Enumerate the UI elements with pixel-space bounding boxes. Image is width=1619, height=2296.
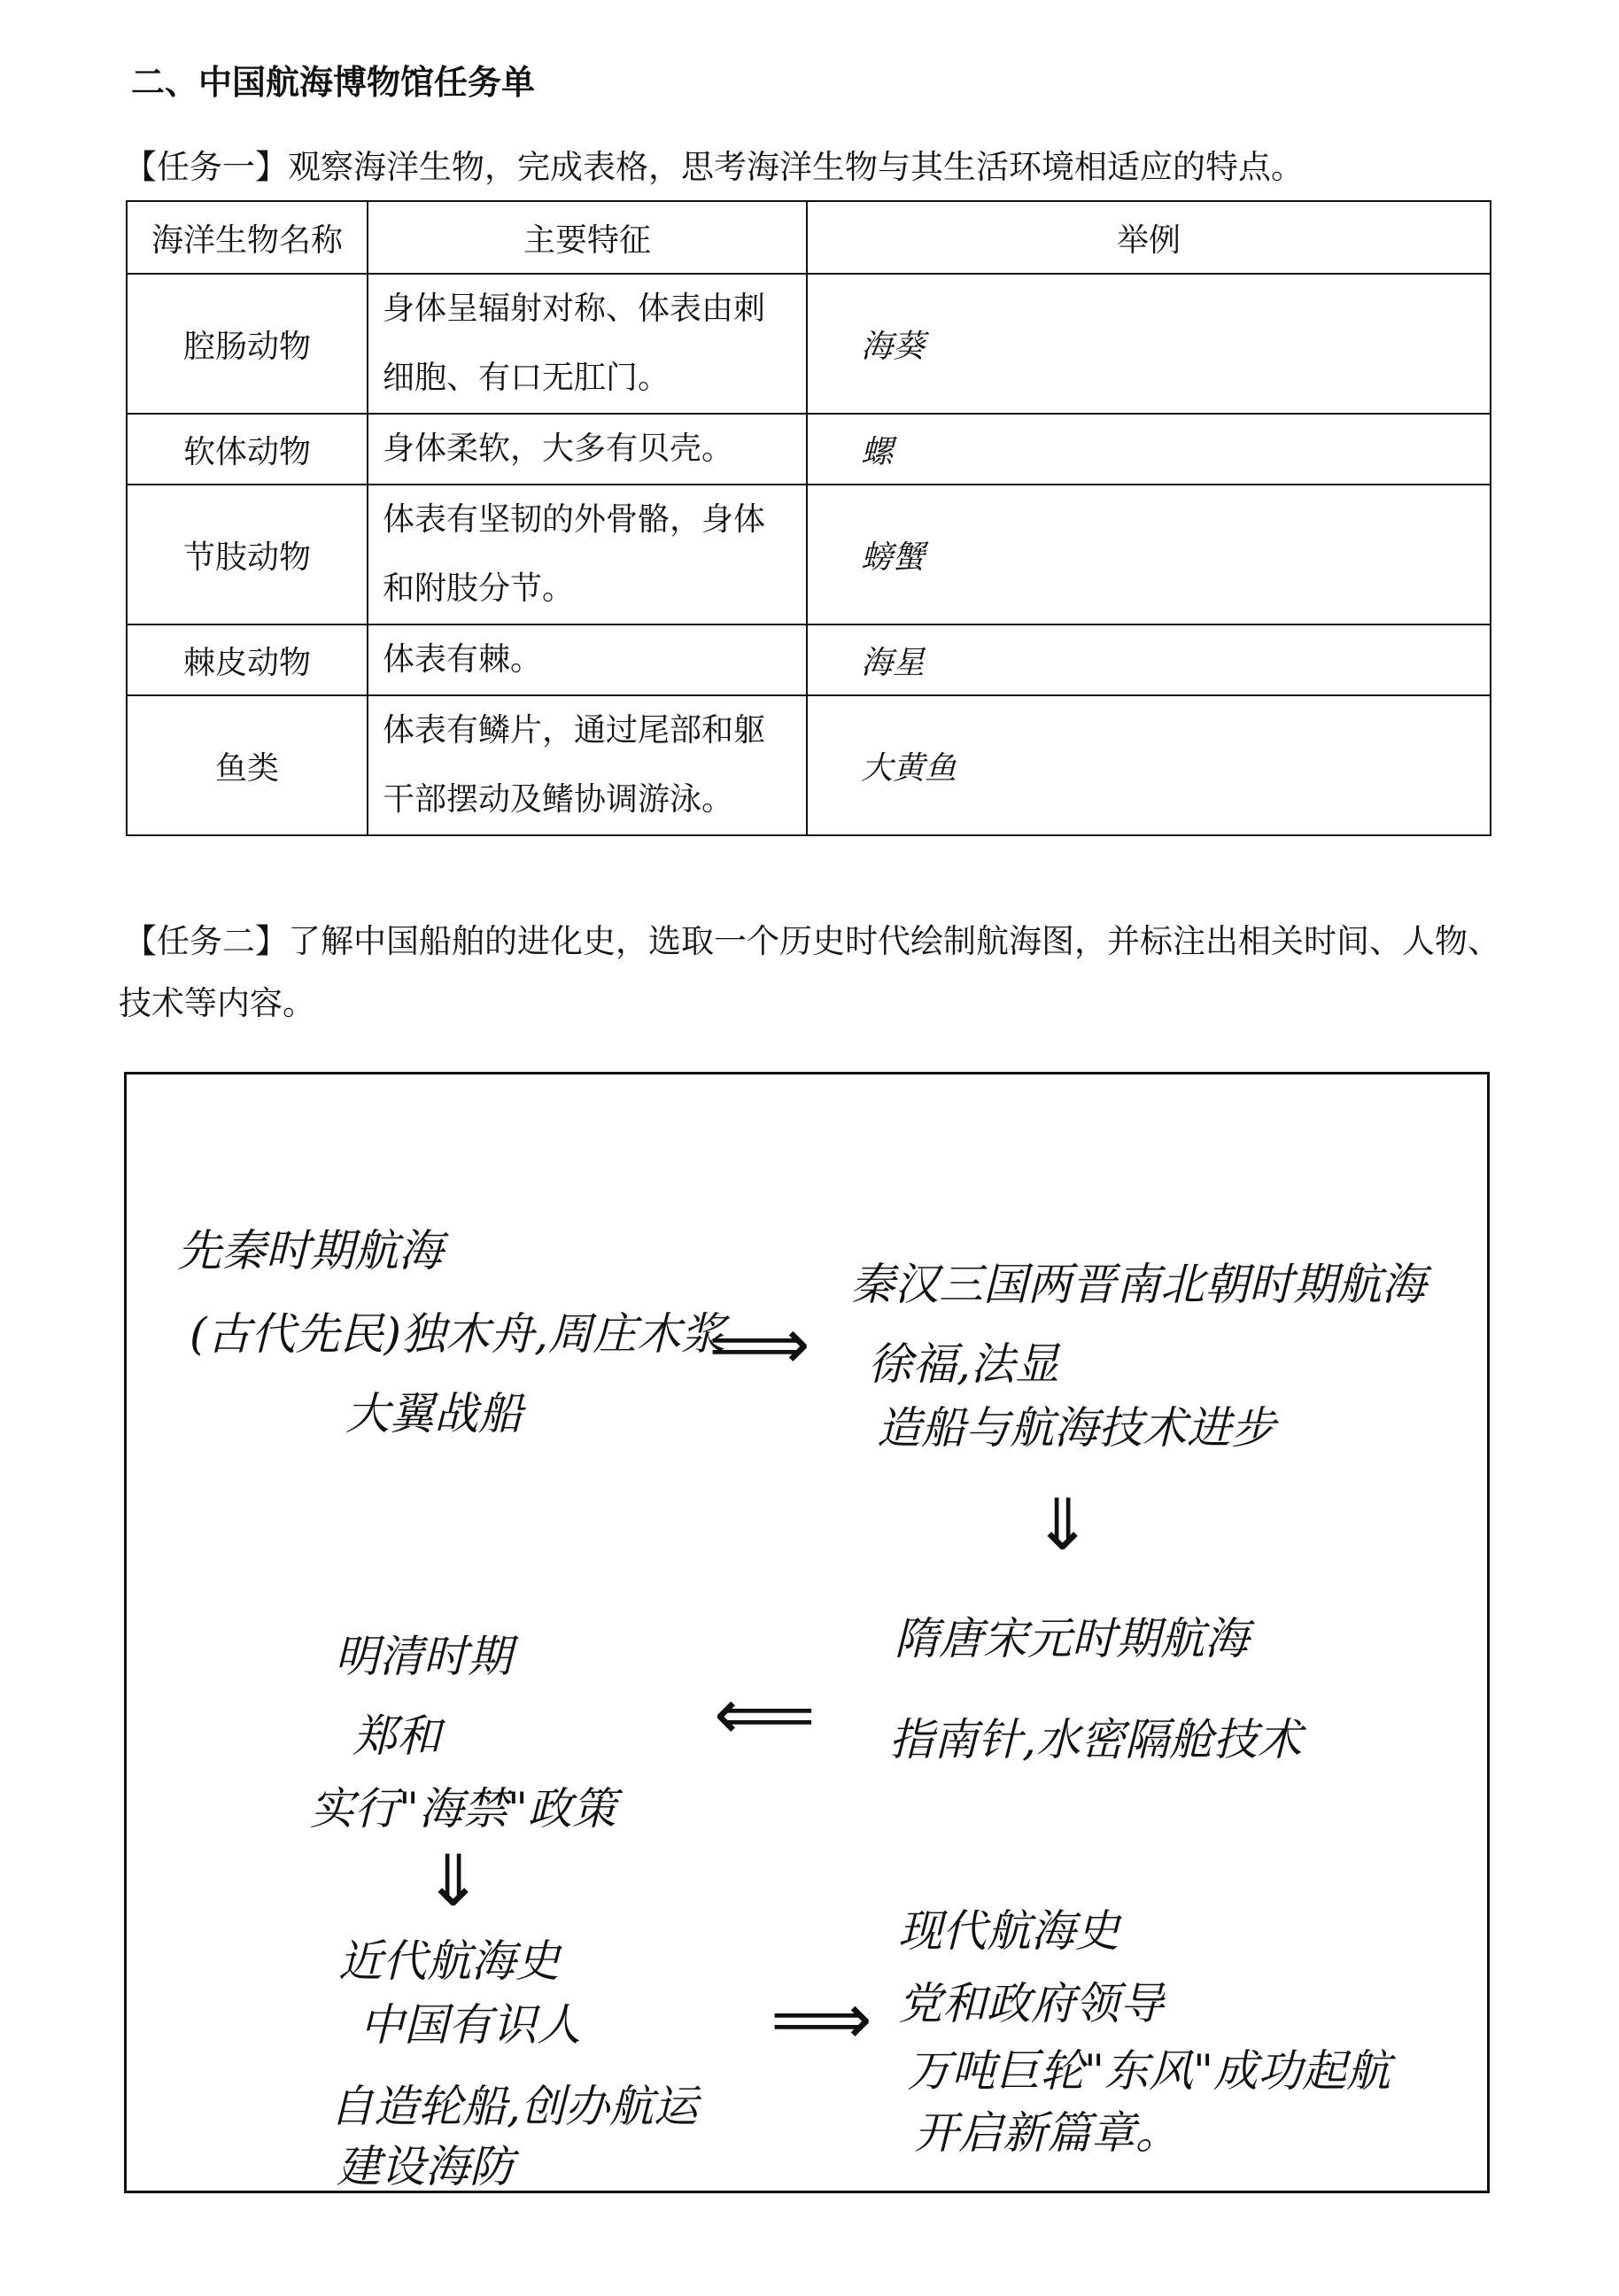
table-row: [127, 274, 1491, 414]
diagram-node1-title: 先秦时期航海: [177, 1225, 443, 1276]
feature-line: 体表有坚韧的外骨骼，身体: [383, 501, 766, 538]
feature-line: 体表有鳞片，通过尾部和躯: [383, 712, 766, 749]
feature-line: 身体呈辐射对称、体表由刺: [383, 291, 766, 327]
organism-example: 大黄鱼: [807, 695, 1491, 835]
marine-organisms-table: [126, 200, 1491, 836]
task2-heading-line1: 【任务二】了解中国船舶的进化史，选取一个历史时代绘制航海图，并标注出相关时间、人物、: [124, 922, 1500, 960]
feature-line: 体表有棘。: [383, 641, 543, 678]
task2-heading-line2: 技术等内容。: [119, 984, 315, 1022]
diagram-node2-title: 秦汉三国两晋南北朝时期航海: [850, 1259, 1426, 1310]
diagram-node3-line: 指南针,水密隔舱技术: [889, 1714, 1302, 1765]
feature-line: 身体柔软，大多有贝壳。: [383, 430, 734, 467]
feature-line: 细胞、有口无肛门。: [383, 360, 670, 396]
feature-line: 干部摆动及鳍协调游泳。: [383, 781, 734, 818]
organism-name: 软体动物: [127, 414, 368, 485]
section-title: 二、中国航海博物馆任务单: [131, 63, 536, 102]
organism-example: 螃蟹: [807, 485, 1491, 624]
diagram-arrow-down: ⇓: [423, 1840, 484, 1922]
organism-name: 棘皮动物: [127, 624, 368, 695]
column-header-feature: 主要特征: [368, 201, 807, 274]
organism-example: 海葵: [807, 274, 1491, 414]
diagram-node3-title: 隋唐宋元时期航海: [895, 1613, 1249, 1664]
table-row: [127, 485, 1491, 624]
organism-feature: [368, 414, 807, 485]
organism-name: 鱼类: [127, 695, 368, 835]
organism-name: 节肢动物: [127, 485, 368, 624]
diagram-arrow-right: ⟹: [709, 1303, 810, 1385]
diagram-node2-line: 徐福,法显: [868, 1338, 1059, 1390]
organism-feature: [368, 624, 807, 695]
table-row: [127, 695, 1491, 835]
diagram-node4-line: 郑和: [352, 1710, 441, 1762]
diagram-node6-line: 万吨巨轮"东风"成功起航: [907, 2045, 1390, 2097]
diagram-node4-title: 明清时期: [335, 1631, 512, 1682]
column-header-example: 举例: [807, 201, 1491, 274]
organism-example: 螺: [807, 414, 1491, 485]
diagram-node6-line: 党和政府领导: [898, 1978, 1164, 2029]
diagram-node6-title: 现代航海史: [898, 1905, 1119, 1957]
table-row: [127, 414, 1491, 485]
diagram-node5-line: 中国有识人: [360, 1999, 581, 2051]
diagram-arrow-right: ⟹: [771, 1978, 872, 2060]
feature-line: 和附肢分节。: [383, 570, 575, 607]
diagram-node6-line: 开启新篇章。: [914, 2107, 1180, 2159]
task1-heading: 【任务一】观察海洋生物，完成表格，思考海洋生物与其生活环境相适应的特点。: [124, 148, 1304, 186]
organism-example: 海星: [807, 624, 1491, 695]
diagram-arrow-down: ⇓: [1033, 1484, 1093, 1566]
organism-feature: [368, 485, 807, 624]
organism-feature: [368, 274, 807, 414]
diagram-node5-line: 建设海防: [337, 2141, 514, 2192]
diagram-node4-line: 实行"海禁"政策: [310, 1783, 616, 1834]
diagram-arrow-left: ⟸: [714, 1673, 816, 1756]
table-row: [127, 624, 1491, 695]
diagram-node1-line: (古代先民)独木舟,周庄木浆: [190, 1308, 725, 1360]
diagram-node1-line: 大翼战船: [345, 1388, 523, 1439]
diagram-node2-line: 造船与航海技术进步: [877, 1402, 1275, 1454]
column-header-name: 海洋生物名称: [127, 201, 368, 274]
organism-name: 腔肠动物: [127, 274, 368, 414]
diagram-node5-line: 自造轮船,创办航运: [329, 2081, 698, 2132]
diagram-node5-title: 近代航海史: [338, 1935, 560, 1987]
table-header-row: [127, 201, 1491, 274]
organism-feature: [368, 695, 807, 835]
